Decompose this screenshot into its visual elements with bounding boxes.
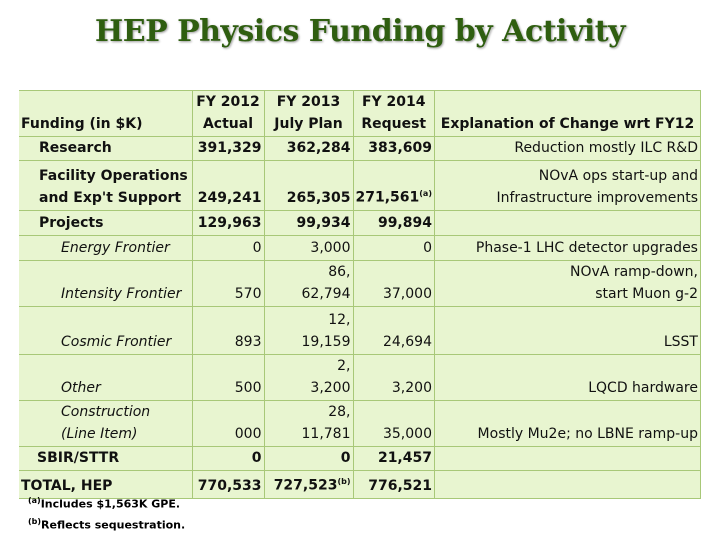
table-row-cosmic [19, 307, 700, 355]
cell-fy13: 99,934 [264, 211, 353, 236]
footnote-b [28, 513, 185, 534]
cell-fy13: 12, 19,159 [264, 307, 353, 355]
cell-fy13: 86, 62,794 [264, 261, 353, 307]
footnote-a [28, 492, 185, 513]
cell-explanation: LQCD hardware [434, 355, 700, 401]
cell-fy13: 28, 11,781 [264, 401, 353, 447]
row-label: TOTAL, HEP [19, 471, 192, 499]
cell-value: 271,561 [355, 190, 420, 206]
cell-fy12: 0 [192, 236, 264, 261]
cell-fy14: 37,000 [353, 261, 434, 307]
row-label: Energy Frontier [19, 236, 192, 261]
cell-value: 727,523 [273, 477, 338, 494]
cell-fy12: 893 [192, 307, 264, 355]
cell-fy14: 24,694 [353, 307, 434, 355]
cell-fy13: 362,284 [264, 137, 353, 161]
cell-explanation: Reduction mostly ILC R&D [434, 137, 700, 161]
cell-fy12: 129,963 [192, 211, 264, 236]
cell-fy13: 0 [264, 447, 353, 471]
row-label: SBIR/STTR [19, 447, 192, 471]
cell-fy12: 0 [192, 447, 264, 471]
cell-fy13: 2, 3,200 [264, 355, 353, 401]
header-fy2013: FY 2013 July Plan [264, 91, 353, 137]
cell-fy12: 249,241 [192, 161, 264, 211]
table-row-sbir [19, 447, 700, 471]
funding-table [19, 90, 701, 499]
page-title: HEP Physics Funding by Activity [94, 14, 626, 49]
cell-explanation: Phase-1 LHC detector upgrades [434, 236, 700, 261]
table-row-construction [19, 401, 700, 447]
cell-fy14: 776,521 [353, 471, 434, 499]
footnote-mark: (a) [28, 496, 41, 505]
cell-fy14: 35,000 [353, 401, 434, 447]
table-row-other [19, 355, 700, 401]
cell-explanation [434, 447, 700, 471]
cell-fy14: 99,894 [353, 211, 434, 236]
table-row-energy [19, 236, 700, 261]
footnote-text: Includes $1,563K GPE. [40, 497, 181, 511]
table-row-research [19, 137, 700, 161]
cell-fy12: 391,329 [192, 137, 264, 161]
cell-fy14: 3,200 [353, 355, 434, 401]
row-label: Cosmic Frontier [19, 307, 192, 355]
footnote-mark: (b) [28, 516, 42, 526]
row-label: Facility Operations and Exp't Support [19, 161, 192, 211]
row-label: Other [19, 355, 192, 401]
header-fy2014: FY 2014 Request [353, 91, 434, 137]
cell-fy12: 570 [192, 261, 264, 307]
table-row-intensity [19, 261, 700, 307]
header-funding: Funding (in $K) [19, 91, 192, 137]
cell-fy14: 0 [353, 236, 434, 261]
table-row-projects [19, 211, 700, 236]
cell-fy13: 265,305 [264, 161, 353, 211]
cell-fy12: 000 [192, 401, 264, 447]
cell-fy14: 21,457 [353, 447, 434, 471]
row-label: Construction (Line Item) [19, 401, 192, 447]
footnote-text: Reflects sequestration. [41, 518, 186, 532]
cell-explanation: NOvA ramp-down, start Muon g-2 [434, 261, 700, 307]
cell-fy13 [264, 471, 353, 499]
cell-explanation: Mostly Mu2e; no LBNE ramp-up [434, 401, 700, 447]
row-label: Research [19, 137, 192, 161]
row-label: Intensity Frontier [19, 261, 192, 307]
cell-fy12: 500 [192, 355, 264, 401]
footnote-mark: (a) [419, 189, 432, 199]
cell-explanation: NOvA ops start-up and Infrastructure improvements [434, 161, 700, 211]
cell-explanation [434, 211, 700, 236]
row-label: Projects [19, 211, 192, 236]
cell-explanation: LSST [434, 307, 700, 355]
cell-fy12: 770,533 [192, 471, 264, 499]
cell-fy14 [353, 161, 434, 211]
header-fy2012: FY 2012 Actual [192, 91, 264, 137]
cell-fy14: 383,609 [353, 137, 434, 161]
footnote-mark: (b) [337, 477, 351, 486]
cell-explanation [434, 471, 700, 499]
header-explanation: Explanation of Change wrt FY12 [434, 91, 700, 137]
cell-fy13: 3,000 [264, 236, 353, 261]
table-row-facility [19, 161, 700, 211]
footnotes [28, 492, 185, 533]
header-row [19, 91, 700, 137]
